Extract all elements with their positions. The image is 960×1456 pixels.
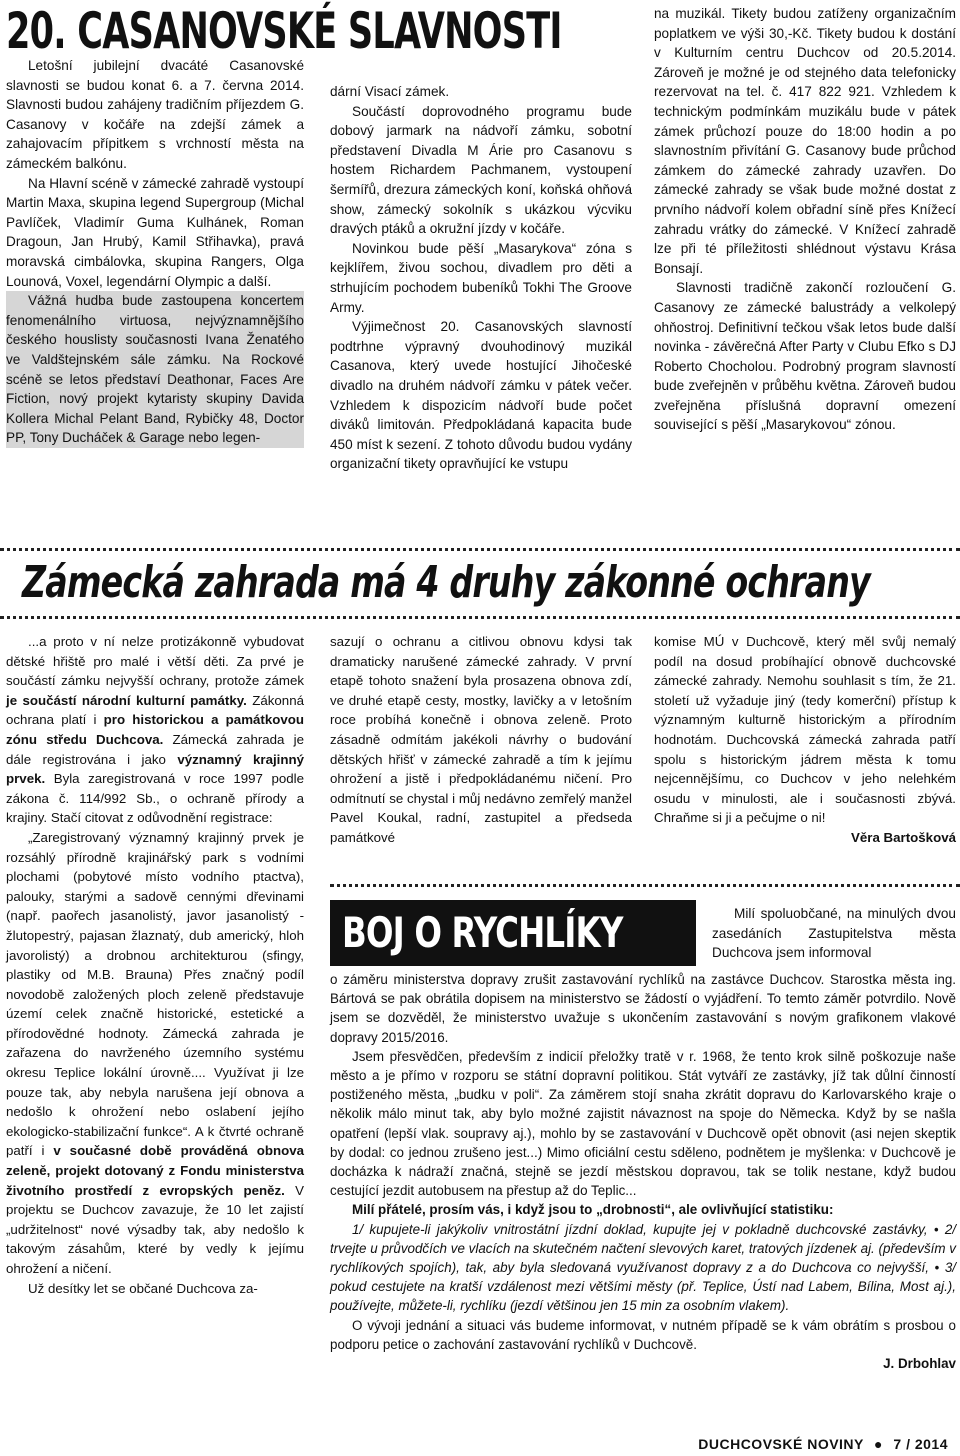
article2-text: V projektu se Duchcov zavazuje, že 10 let zajistí „udržitelnost“ nové výsadby tak, aby nedošlo k takovým zásahům, které by vedly k jejímu ohrožení a ničení. [6,1182,304,1276]
publication-name: DUCHCOVSKÉ NOVINY [698,1436,864,1452]
article1-paragraph: Na Hlavní scéně v zámecké zahradě vystoupí Martin Maxa, skupina legend Supergroup (Michal Pavlíček, Vladimír Guma Kulhánek, Roman Dragoun, Jan Hrubý, Kamil Střihavka), pravá moravská cimbálovka, skupina Rangers, Olga Lounová, Voxel, legendární Olympic a další. [6,175,304,289]
bullet-icon: ● [874,1436,883,1452]
article2-text: „Zaregistrovaný významný krajinný prvek je rozsáhlý přírodně krajinářský park s vodními plochami (pobytové místo vodního ptactva), palouky, starými a sadově cennými dřevinami (např. paořech jasanolistý, javor jasanolistý - žlutopestrý, pajasan žlaznatý, dub americký, hloh javorolistý) a drobnou architekturou (sfingy, plastiky od M.B. Brauna) Přes značný podíl novodobě založených ploch zeleně představuje území celek značně historické, estetické a přírodovědné hodnoty. Zámecká zahrada je zařazena do navrženého územního systému okresu Teplice lokální úrovně.... Využívat ji lze pouze tak, aby nebyla narušena její obnova a nedošlo k ohrožení nebo oslabení jejího ekologicko-stabilizační funkce“. A k čtvrté ochraně patří i [6,829,304,1159]
separator-dotted [330,884,960,887]
article2-bold-text: v současné době prováděná obnova zeleně, projekt dotovaný z Fondu ministerstva životního prostředí z evropských peněz. [6,1143,304,1198]
article1-title: 20. CASANOVSKÉ SLAVNOSTI [6,2,562,60]
article2-text: Zámecká zahrada je dále registrována i jako [6,731,304,767]
separator-dotted [0,616,960,619]
article3-paragraph: O vývoji jednání a situaci vás budeme informovat, v nutném případě se k vám obrátím s prosbou o podporu petice o zachování zastavování rychlíků v Duchcově. [330,1317,956,1352]
article2-column-2 [330,632,632,848]
article1-paragraph: Novinkou bude pěší „Masarykova“ zóna s kejklířem, živou sochou, divadlem pro děti a strhujícím pochodem bubeníků Tokhi The Groove Army. [330,240,632,315]
article1-paragraph-highlight: Vážná hudba bude zastoupena koncertem fenomenálního virtuosa, nejvýznamnějšího českého houslisty současnosti Ivana Ženatého ve Valdštejnském sále zámku. Na Rockové scéně se letos představí Deathonar, Faces Are Fiction, nový projekt kytaristy skupiny Davida Kollera Michal Pelant Band, Rybičky 48, Doctor PP, Tony Ducháček & Garage nebo legen- [6,291,304,448]
article2-text: Zákonná ochrana platí i [6,692,304,728]
article2-title: Zámecká zahrada má 4 druhy zákonné ochrany [22,557,870,608]
article3-intro [712,904,956,963]
article1-paragraph: Výjimečnost 20. Casanovských slavností podtrhne výpravný dvouhodinový muzikál Casanova, který uvede hostující Jihočeské divadlo na druhém nádvoří zámku v pátek večer. Vzhledem k dispozicím nádvoří bude počet diváků limitován. Předpokládaná kapacita bude 450 míst k sezení. Z tohoto důvodu budou vydány organizační tikety opravňující ke vstupu [330,319,632,472]
article3-paragraph-italic: 1/ kupujete-li jakýkoliv vnitrostátní jízdní doklad, kupujte jej v pokladně duchcovské zastávky, • 2/ trvejte u průvodčích ve vlacích na skutečném načtení slevových karet, tratových jízdenek aj. (především v rychlíkových spojích), tak, aby byla sledovaná využívanost dopravy z a do Duchcova co nejvyšší, • 3/ pokud cestujete na kratší vzdálenost mezi většími městy (př. Teplice, Ústí nad Labem, Bílina, Most aj.), používejte, můžete-li, rychlíku (jezdí většinou jen 15 min za osobním vlakem). [330,1221,956,1314]
issue-number: 7 / 2014 [893,1436,948,1452]
article2-bold-text: významný krajinný prvek. [6,751,305,787]
article3-intro-text: Milí spoluobčané, na minulých dvou zasedáních Zastupitelstva města Duchcova jsem informoval [712,906,956,961]
article2-column-3 [654,632,956,848]
article1-column-1 [6,56,304,448]
article2-paragraph: komise MÚ v Duchcově, který měl svůj nemalý podíl na dosud probíhající obnově duchcovské zámecké zahrady. Nemohu souhlasit s tím, že 21. století už vyžaduje jiný (tedy komerční) přístup k významným kulturně historickým a přírodním hodnotám. Duchcovská zámecká zahrada patří spolu s historickým jádrem města k tomu nejcennějšímu, co Duchcov v jeho nelehkém osudu v minulosti, ale i současnosti zbývá. Chraňme si ji a pečujme o ni! [654,634,956,826]
separator-dotted [0,548,960,551]
article3-paragraph: Jsem přesvědčen, především z indicií přeložky tratě v r. 1968, že tento krok silně poškozuje naše město a je přímo v rozporu se státní dopravní politikou. Stát vytváří ze zastávky, jíž tak důlní činností postiženého města, „budku v poli“. Za záměrem stojí snaha zkrátit dopravu do Karlovarského kraje o několik málo minut tak, aby bylo možné zajistit návaznost na spoje do Německa. Když by se našla opatření (lepší vlak. soupravy aj.), mohlo by se zastavování v Duchcově opět obnovit (asi nejen skeptik by dodal: co jednou zrušeno jest...) Mimo oficiální cestu sděleno, podnětem je myšlenka: v Duchcově je docházka k nádraží značná, stejně se jezdí městskou dopravou, tak se tolik nestane, když budou cestující jezdit autobusem na přestup až do Teplic... [330,1048,956,1199]
article1-column-3 [654,4,956,435]
article3-body [330,970,956,1373]
article3-title-box [330,900,696,966]
article3-title: BOJ O RYCHLÍKY [342,908,623,957]
article3-paragraph-bold: Milí přátelé, prosím vás, i když jsou to „drobnosti“, ale ovlivňující statistiku: [352,1202,834,1218]
article1-paragraph: dární Visací zámek. [330,84,450,99]
article2-column-1 [6,632,304,1298]
article2-signature: Věra Bartošková [851,829,956,845]
page-footer [698,1436,948,1452]
article1-column-2 [330,82,632,474]
article1-paragraph: Slavnosti tradičně zakončí rozloučení G. Casanovy ze zámecké balustrády a velkolepý ohňostroj. Definitivní tečkou však letos bude další novinka - závěrečná After Party v Clubu Efko s DJ Roberto Chocholou. Podrobný program slavností bude zveřejněn v průběhu května. Zároveň budou zveřejněna příslušná dopravní omezení související s pěší „Masarykovou“ zónou. [654,280,956,433]
article2-paragraph: Už desítky let se občané Duchcova za- [28,1280,258,1296]
article3-paragraph: o záměru ministerstva dopravy zrušit zastavování rychlíků na zastávce Duchcov. Starostka města ing. Bártová se pak obrátila dopisem na ministerstvo se žádostí o vyjádření. To temto záměr potvrdilo. Nově jsem se dozvěděl, že ministerstvo uvažuje s ukončením zastavování s novým grafikonem vlakové dopravy 2015/2016. [330,972,956,1045]
article2-bold-text: je součástí národní kulturní památky. [6,692,247,708]
article1-paragraph: Letošní jubilejní dvacáté Casanovské slavnosti se budou konat 6. a 7. června 2014. Slavnosti budou zahájeny tradičním příjezdem G. Casanovy v kočáře na zdejší zámek a zahajovacím přípitkem s vrchností města na zámeckém balkónu. [6,58,304,171]
article3-signature: J. Drbohlav [883,1356,956,1372]
article1-paragraph: Součástí doprovodného programu bude dobový jarmark na nádvoří zámku, sobotní představení Divadla M Árie pro Casanovu s hostem Richardem Pachmanem, vystoupení šermířů, drezura zámeckých koní, koňská ohňová show, zámecký sokolník s ukázkou výcviku dravých ptáků a okružní jízdy v kočáře. [330,103,632,237]
article1-paragraph: na muzikál. Tikety budou zatíženy organizačním poplatkem ve výši 30,-Kč. Tikety budou k dostání v Kulturním centru Duchcov od 20.5.2014. Zároveň je možné je od stejného data telefonicky rezervovat na tel. č. 417 822 921. Vzhledem k technickým podmínkám muzikálu bude v pátek zámek průchozí pouze do 18:00 hodin a po slavnostním přivítání G. Casanovy bude průchod zámkem do zámecké zahrady uzavřen. Do zámecké zahrady se však bude možné dostat z prvního nádvoří kolem obřadní síně přes Knížecí zahradu vrátky do zámecké. V Knížecí zahradě lze při té příležitosti shlédnout výstavu Krása Bonsají. [654,6,956,276]
article2-bold-text: pro historickou a památkovou zónu středu Duchcova. [6,712,304,747]
article2-text: Byla zaregistrovaná v roce 1997 podle zákona č. 114/992 Sb., o ochraně přírody a krajiny. Stačí citovat z odůvodnění registrace: [6,771,304,826]
article2-paragraph: sazují o ochranu a citlivou obnovu kdysi tak dramaticky narušené zámecké zahrady. V první etapě tohoto snažení byla prosazena obnova zdí, ve druhé etapě cesty, mostky, lavičky a v letošním roce probíhá konečně i obnova zeleně. Proto zásadně odmítám jakékoli návrhy o budování dětských hřišť v zámecké zahradě a tím k jejímu ohrožení a jistě i předpokládanému ničení. Pro odmítnutí se chystal i můj nedávno zemřelý manžel Pavel Koukal, radní, zastupitel a předseda památkové [330,634,632,845]
article2-text: ...a proto v ní nelze protizákonně vybudovat dětské hřiště pro malé i větší děti. Za prvé je součástí zámku nejvyšší ochrany, protože zámek [6,634,304,689]
